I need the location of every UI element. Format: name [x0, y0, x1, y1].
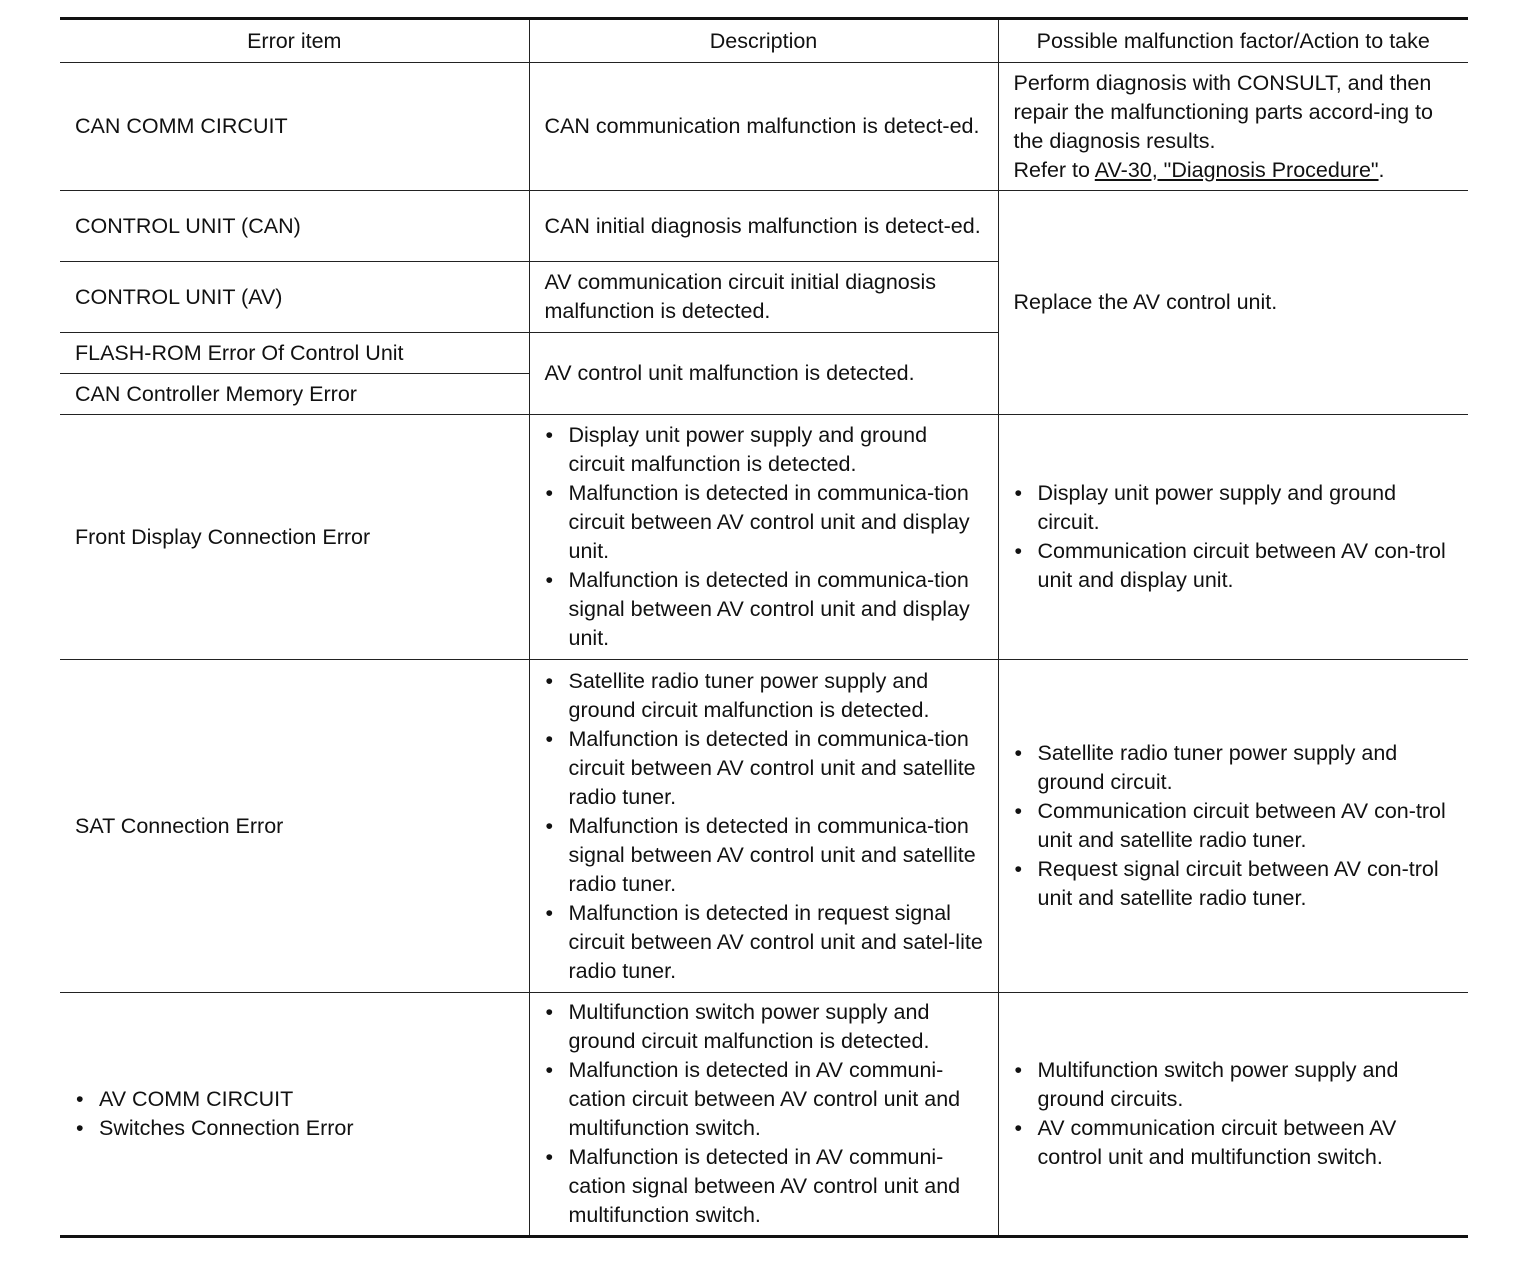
description-cell: AV communication circuit initial diagnosis malfunction is detected.: [529, 262, 998, 333]
list-item: • Malfunction is detected in communica-tion signal between AV control unit and display unit.: [545, 566, 984, 653]
error-item-cell: CONTROL UNIT (CAN): [60, 191, 529, 262]
list-item: • Display unit power supply and ground circuit.: [1014, 479, 1455, 537]
list-item: • Communication circuit between AV con-trol unit and satellite radio tuner.: [1014, 797, 1455, 855]
list-item: • Malfunction is detected in communica-tion circuit between AV control unit and satellite radio tuner.: [545, 725, 984, 812]
list-item: • Switches Connection Error: [75, 1114, 515, 1143]
action-cell: [998, 63, 1468, 191]
list-item: • Satellite radio tuner power supply and ground circuit.: [1014, 739, 1455, 797]
list-item: • Display unit power supply and ground circuit malfunction is detected.: [545, 421, 984, 479]
list-item: • AV COMM CIRCUIT: [75, 1085, 515, 1114]
description-cell: [529, 660, 998, 993]
header-error-item: Error item: [60, 19, 529, 63]
header-row: [60, 19, 1468, 63]
error-item-cell: CAN COMM CIRCUIT: [60, 63, 529, 191]
list-item: • AV communication circuit between AV control unit and multifunction switch.: [1014, 1114, 1455, 1172]
list-item: • Multifunction switch power supply and ground circuits.: [1014, 1056, 1455, 1114]
list-item: • Malfunction is detected in AV communi-cation signal between AV control unit and multifunction switch.: [545, 1143, 984, 1230]
list-item: • Satellite radio tuner power supply and ground circuit malfunction is detected.: [545, 667, 984, 725]
list-item: • Malfunction is detected in request signal circuit between AV control unit and satel-lite radio tuner.: [545, 899, 984, 986]
description-cell: CAN initial diagnosis malfunction is detect-ed.: [529, 191, 998, 262]
description-bullet-list: [545, 667, 984, 986]
table-row: [60, 191, 1468, 262]
list-item: • Malfunction is detected in communica-tion signal between AV control unit and satellite radio tuner.: [545, 812, 984, 899]
action-bullet-list: [1014, 479, 1455, 595]
description-cell: [529, 415, 998, 660]
list-item: • Multifunction switch power supply and ground circuit malfunction is detected.: [545, 998, 984, 1056]
action-cell: [998, 660, 1468, 993]
error-item-cell: FLASH-ROM Error Of Control Unit: [60, 333, 529, 374]
description-bullet-list: [545, 421, 984, 653]
error-item-cell: CAN Controller Memory Error: [60, 374, 529, 415]
description-cell-shared: AV control unit malfunction is detected.: [529, 333, 998, 415]
header-description: Description: [529, 19, 998, 63]
list-item: • Malfunction is detected in AV communi-cation circuit between AV control unit and multifunction switch.: [545, 1056, 984, 1143]
action-bullet-list: [1014, 1056, 1455, 1172]
description-cell: [529, 993, 998, 1237]
action-bullet-list: [1014, 739, 1455, 913]
refer-suffix: .: [1378, 157, 1385, 182]
diagnosis-procedure-link[interactable]: AV-30, "Diagnosis Procedure": [1094, 157, 1379, 182]
list-item: • Request signal circuit between AV con-trol unit and satellite radio tuner.: [1014, 855, 1455, 913]
list-item: • Malfunction is detected in communica-tion circuit between AV control unit and display unit.: [545, 479, 984, 566]
error-item-cell: [60, 993, 529, 1237]
table-row: [60, 660, 1468, 993]
error-item-table: [60, 17, 1468, 1238]
refer-line: [1014, 156, 1455, 185]
refer-prefix: Refer to: [1013, 157, 1095, 182]
header-action: Possible malfunction factor/Action to take: [998, 19, 1468, 63]
table-row: [60, 415, 1468, 660]
action-cell-replace: Replace the AV control unit.: [998, 191, 1468, 415]
description-cell: CAN communication malfunction is detect-ed.: [529, 63, 998, 191]
description-bullet-list: [545, 998, 984, 1230]
list-item: • Communication circuit between AV con-trol unit and display unit.: [1014, 537, 1455, 595]
table-row: [60, 63, 1468, 191]
table-row: [60, 993, 1468, 1237]
action-cell: [998, 993, 1468, 1237]
error-item-cell: CONTROL UNIT (AV): [60, 262, 529, 333]
error-item-cell: Front Display Connection Error: [60, 415, 529, 660]
action-text: Perform diagnosis with CONSULT, and then repair the malfunctioning parts accord-ing to the diagnosis results.: [1013, 70, 1433, 153]
error-item-cell: SAT Connection Error: [60, 660, 529, 993]
action-cell: [998, 415, 1468, 660]
error-item-bullet-list: [75, 1085, 515, 1143]
